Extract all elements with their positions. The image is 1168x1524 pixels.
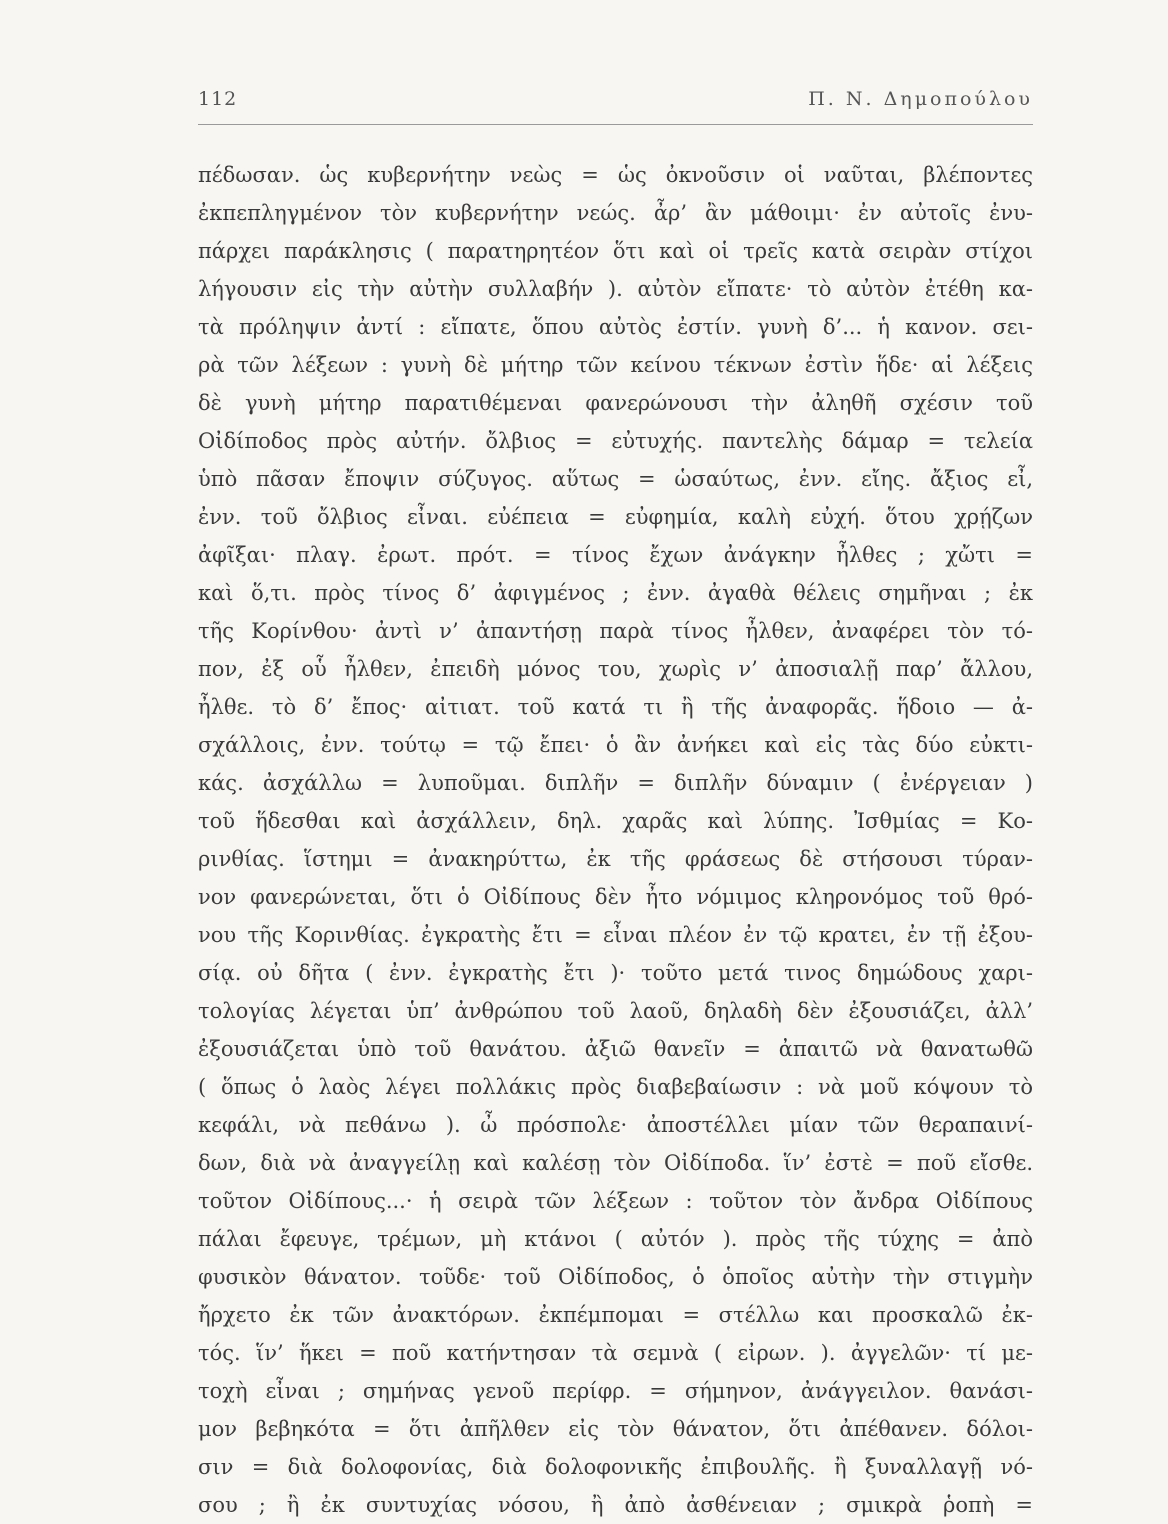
text-line: τός. ἵν’ ἥκει = ποῦ κατήντησαν τὰ σεμνὰ ( εἰρων. ). ἀγγελῶν· τί με- [198,1341,1033,1365]
text-line: ( ὅπως ὁ λαὸς λέγει πολλάκις πρὸς διαβεβαίωσιν : νὰ μοῦ κόψουν τὸ [198,1075,1033,1099]
text-line: φυσικὸν θάνατον. τοῦδε· τοῦ Οἰδίποδος, ὁ ὁποῖος αὐτὴν τὴν στιγμὴν [198,1265,1033,1289]
text-line: καὶ ὅ,τι. πρὸς τίνος δ’ ἀφιγμένος ; ἐνν. ἀγαθὰ θέλεις σημῆναι ; ἐκ [198,581,1033,605]
text-line: τοῦτον Οἰδίπους...· ἡ σειρὰ τῶν λέξεων : τοῦτον τὸν ἄνδρα Οἰδίπους [198,1189,1033,1213]
text-line: Οἰδίποδος πρὸς αὐτήν. ὄλβιος = εὐτυχής. παντελὴς δάμαρ = τελεία [198,429,1033,453]
text-line: τοχὴ εἶναι ; σημήνας γενοῦ περίφρ. = σήμηνον, ἀνάγγειλον. θανάσι- [198,1379,1033,1403]
page-number: 112 [198,88,238,110]
text-line: λήγουσιν εἰς τὴν αὐτὴν συλλαβήν ). αὐτὸν εἴπατε· τὸ αὐτὸν ἐτέθη κα- [198,277,1033,301]
text-line: ἦλθε. τὸ δ’ ἔπος· αἰτιατ. τοῦ κατά τι ἢ τῆς ἀναφορᾶς. ἥδοιο — ἀ- [198,695,1033,719]
text-line: νου τῆς Κορινθίας. ἐγκρατὴς ἔτι = εἶναι πλέον ἐν τῷ κρατει, ἐν τῇ ἐξου- [198,923,1033,947]
text-line: πον, ἐξ οὗ ἦλθεν, ἐπειδὴ μόνος του, χωρὶς ν’ ἀποσιαλῇ παρ’ ἄλλου, [198,657,1033,681]
text-line: δὲ γυνὴ μήτηρ παρατιθέμεναι φανερώνουσι τὴν ἀληθῆ σχέσιν τοῦ [198,391,1033,415]
text-line: σχάλλοις, ἐνν. τούτῳ = τῷ ἔπει· ὁ ἂν ἀνήκει καὶ εἰς τὰς δύο εὐκτι- [198,733,1033,757]
text-line: τολογίας λέγεται ὑπ’ ἀνθρώπου τοῦ λαοῦ, δηλαδὴ δὲν ἐξουσιάζει, ἀλλ’ [198,999,1033,1023]
page-header [198,88,1033,120]
text-line: ἐκπεπληγμένον τὸν κυβερνήτην νεώς. ἆρ’ ἂν μάθοιμι· ἐν αὐτοῖς ἐνυ- [198,201,1033,225]
text-line: σου ; ἢ ἐκ συντυχίας νόσου, ἢ ἀπὸ ἀσθένειαν ; σμικρὰ ῥοπὴ = [198,1493,1033,1517]
text-line: πάλαι ἔφευγε, τρέμων, μὴ κτάνοι ( αὐτόν ). πρὸς τῆς τύχης = ἀπὸ [198,1227,1033,1251]
text-line: κεφάλι, νὰ πεθάνω ). ὦ πρόσπολε· ἀποστέλλει μίαν τῶν θεραπαινί- [198,1113,1033,1137]
body-text [198,156,1033,1524]
text-line: μον βεβηκότα = ὅτι ἀπῆλθεν εἰς τὸν θάνατον, ὅτι ἀπέθανεν. δόλοι- [198,1417,1033,1441]
running-head: Π. Ν. Δημοπούλου [808,88,1033,110]
text-line: πέδωσαν. ὡς κυβερνήτην νεὼς = ὡς ὀκνοῦσιν οἱ ναῦται, βλέποντες [198,163,1033,187]
header-rule [198,124,1033,125]
text-line: σιν = διὰ δολοφονίας, διὰ δολοφονικῆς ἐπιβουλῆς. ἢ ξυναλλαγῇ νό- [198,1455,1033,1479]
text-line: σίᾳ. οὐ δῆτα ( ἐνν. ἐγκρατὴς ἔτι )· τοῦτο μετά τινος δημώδους χαρι- [198,961,1033,985]
text-line: τοῦ ἥδεσθαι καὶ ἀσχάλλειν, δηλ. χαρᾶς καὶ λύπης. Ἰσθμίας = Κο- [198,809,1033,833]
text-line: ἤρχετο ἐκ τῶν ἀνακτόρων. ἐκπέμπομαι = στέλλω και προσκαλῶ ἐκ- [198,1303,1033,1327]
text-line: ρινθίας. ἵστημι = ἀνακηρύττω, ἐκ τῆς φράσεως δὲ στήσουσι τύραν- [198,847,1033,871]
text-line: τὰ πρόληψιν ἀντί : εἴπατε, ὅπου αὐτὸς ἐστίν. γυνὴ δ’... ἡ κανον. σει- [198,315,1033,339]
text-line: ἐξουσιάζεται ὑπὸ τοῦ θανάτου. ἀξιῶ θανεῖν = ἀπαιτῶ νὰ θανατωθῶ [198,1037,1033,1061]
text-line: πάρχει παράκλησις ( παρατηρητέον ὅτι καὶ οἱ τρεῖς κατὰ σειρὰν στίχοι [198,239,1033,263]
text-line: ἀφῖξαι· πλαγ. ἐρωτ. πρότ. = τίνος ἔχων ἀνάγκην ἦλθες ; χὤτι = [198,543,1033,567]
text-line: κάς. ἀσχάλλω = λυποῦμαι. διπλῆν = διπλῆν δύναμιν ( ἐνέργειαν ) [198,771,1033,795]
text-line: ρὰ τῶν λέξεων : γυνὴ δὲ μήτηρ τῶν κείνου τέκνων ἐστὶν ἥδε· αἱ λέξεις [198,353,1033,377]
text-line: ἐνν. τοῦ ὄλβιος εἶναι. εὐέπεια = εὐφημία, καλὴ εὐχή. ὅτου χρῄζων [198,505,1033,529]
text-line: δων, διὰ νὰ ἀναγγείλῃ καὶ καλέσῃ τὸν Οἰδίποδα. ἵν’ ἐστὲ = ποῦ εἴσθε. [198,1151,1033,1175]
text-line: τῆς Κορίνθου· ἀντὶ ν’ ἀπαντήσῃ παρὰ τίνος ἦλθεν, ἀναφέρει τὸν τό- [198,619,1033,643]
text-line: ὑπὸ πᾶσαν ἔποψιν σύζυγος. αὕτως = ὡσαύτως, ἐνν. εἴης. ἄξιος εἶ, [198,467,1033,491]
text-line: νον φανερώνεται, ὅτι ὁ Οἰδίπους δὲν ἦτο νόμιμος κληρονόμος τοῦ θρό- [198,885,1033,909]
